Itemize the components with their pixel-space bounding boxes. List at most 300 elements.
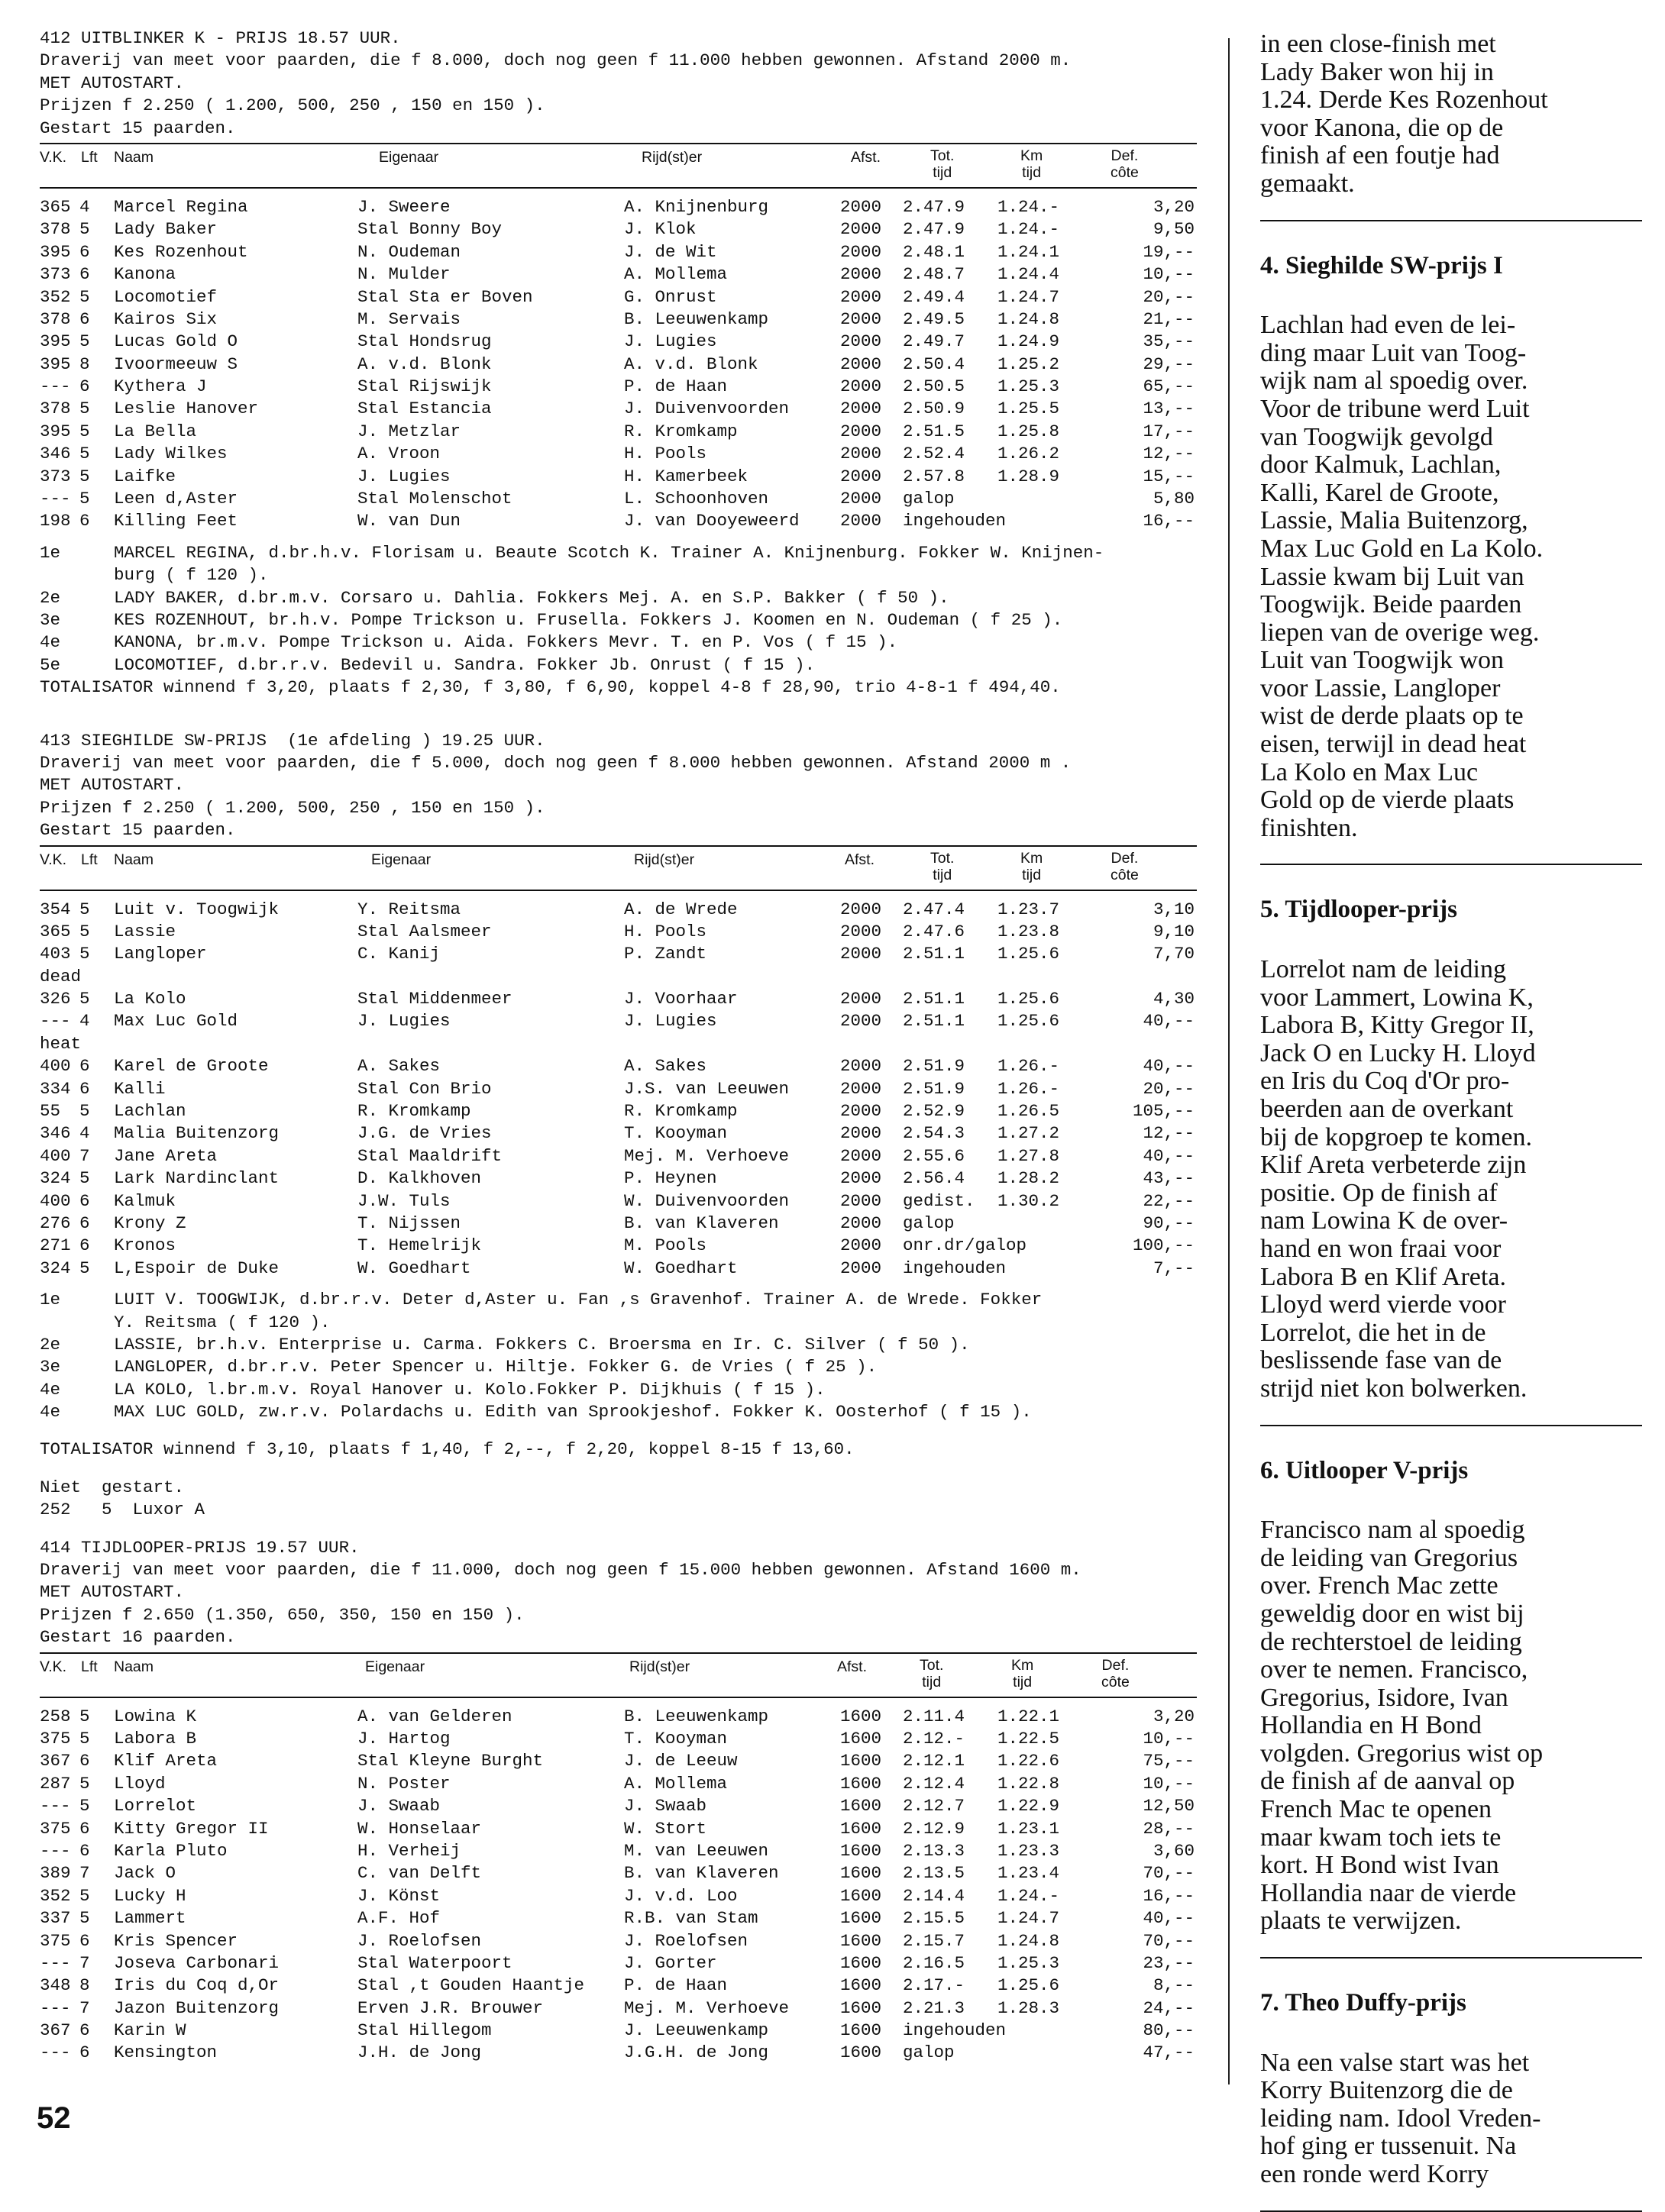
cell-lft: 5: [79, 921, 90, 941]
cell-tijd: 2.12.-: [903, 1729, 965, 1749]
cell-naam: Labora B: [114, 1729, 197, 1749]
cell-afst: 2000: [840, 1056, 882, 1077]
cell-afst: 2000: [840, 899, 882, 919]
race-conditions: Draverij van meet voor paarden, die f 5.000, doch nog geen f 8.000 hebben gewonnen. Afstand 2000 m .: [40, 752, 1072, 773]
placing-rank: 5e: [40, 654, 61, 675]
cell-naam: Jazon Buitenzorg: [114, 1997, 280, 2018]
cell-km: 1.27.8: [997, 1145, 1060, 1166]
cell-vk: 352: [40, 286, 71, 307]
cell-naam: Kris Spencer: [114, 1930, 238, 1951]
cell-rij: M. van Leeuwen: [624, 1840, 769, 1861]
cell-afst: 2000: [840, 1190, 882, 1211]
cell-afst: 2000: [840, 1258, 882, 1278]
cell-naam: Kalli: [114, 1078, 166, 1099]
table-row: [40, 1100, 1201, 1122]
placing-line: [40, 654, 1201, 677]
cell-def: 22,--: [1143, 1190, 1195, 1211]
cell-vk: 198: [40, 511, 71, 531]
cell-lft: 5: [79, 286, 90, 307]
table-row: [40, 1975, 1201, 1997]
table-row: [40, 1862, 1201, 1884]
cell-def: 3,10: [1153, 899, 1195, 919]
race-title: 414 TIJDLOOPER-PRIJS 19.57 UUR.: [40, 1537, 360, 1558]
table-row: [40, 1258, 1201, 1280]
cell-afst: 2000: [840, 241, 882, 262]
cell-afst: 1600: [840, 1975, 882, 1996]
cell-lft: 5: [79, 444, 90, 464]
report-text: Lachlan had even de lei- ding maar Luit van Toog- wijk nam al spoedig over. Voor de tribune werd Luit van Toogwijk gevolgd door Kalmuk, Lachlan, Kalli, Karel de Groote, Lassie, Malia Buitenzorg, Max Luc Gold en La Kolo. Lassie kwam bij Luit van Toogwijk. Beide paarden liepen van de overige weg. Luit van Toogwijk won voor Lassie, Langloper wist de derde plaats op te eisen, terwijl in dead heat La Kolo en Max Luc Gold op de vierde plaats finishten.: [1260, 311, 1544, 842]
cell-naam: Krony Z: [114, 1213, 186, 1233]
col-vk: V.K.: [40, 1658, 67, 1675]
placing-line: [40, 587, 1201, 609]
cell-lft: 7: [79, 1952, 90, 1973]
cell-afst: 1600: [840, 1706, 882, 1726]
cell-def: 40,--: [1143, 1011, 1195, 1032]
cell-vk: 373: [40, 466, 71, 486]
table-row: [40, 241, 1201, 263]
cell-afst: 2000: [840, 331, 882, 352]
placing-line: [40, 609, 1201, 631]
cell-km: 1.25.2: [997, 354, 1060, 374]
cell-def: 12,--: [1143, 444, 1195, 464]
cell-rij: B. van Klaveren: [624, 1213, 779, 1233]
cell-afst: 2000: [840, 511, 882, 531]
cell-vk: 258: [40, 1706, 71, 1726]
cell-afst: 2000: [840, 921, 882, 941]
cell-vk: 55: [40, 1101, 61, 1122]
cell-eig: N. Poster: [357, 1773, 451, 1794]
cell-vk: 346: [40, 1123, 71, 1144]
cell-naam: Ivoormeeuw S: [114, 354, 238, 374]
cell-rij: J. Duivenvoorden: [624, 399, 790, 419]
col-def-cote: Def. côte: [1111, 147, 1139, 181]
table-row: [40, 943, 1201, 965]
cell-afst: 2000: [840, 399, 882, 419]
cell-rij: R. Kromkamp: [624, 1101, 738, 1122]
cell-def: 47,--: [1143, 2042, 1195, 2063]
cell-rij: A. Mollema: [624, 264, 728, 285]
cell-eig: J. Metzlar: [357, 421, 461, 441]
placing-rank: 4e: [40, 1402, 61, 1422]
cell-naam: Lucas Gold O: [114, 331, 238, 352]
cell-rij: P. de Haan: [624, 1975, 728, 1996]
placing-rank: 4e: [40, 1379, 61, 1400]
cell-km: 1.25.5: [997, 399, 1060, 419]
cell-eig: Stal Aalsmeer: [357, 921, 492, 941]
cell-tijd: 2.50.5: [903, 376, 965, 397]
cell-tijd: 2.14.4: [903, 1885, 965, 1906]
cell-afst: 1600: [840, 1885, 882, 1906]
cell-km: 1.24.9: [997, 331, 1060, 352]
cell-tijd: 2.51.9: [903, 1078, 965, 1099]
cell-eig: Stal Middenmeer: [357, 989, 512, 1009]
report-continued: in een close-finish met Lady Baker won hij in 1.24. Derde Kes Rozenhout voor Kanona, die op de finish af een foutje had gemaakt.: [1260, 30, 1548, 198]
cell-rij: R. Kromkamp: [624, 421, 738, 441]
cell-vk: 337: [40, 1908, 71, 1929]
cell-naam: Lachlan: [114, 1101, 186, 1122]
cell-naam: La Kolo: [114, 989, 186, 1009]
cell-afst: 2000: [840, 466, 882, 486]
results-table: [40, 1706, 1201, 2065]
cell-tijd: 2.21.3: [903, 1997, 965, 2018]
cell-km: 1.22.1: [997, 1706, 1060, 1726]
cell-afst: 2000: [840, 444, 882, 464]
placing-text: burg ( f 120 ).: [114, 565, 269, 586]
cell-km: 1.24.-: [997, 219, 1060, 240]
cell-lft: 7: [79, 1997, 90, 2018]
cell-naam: Langloper: [114, 944, 207, 964]
placing-text: MARCEL REGINA, d.br.h.v. Florisam u. Beaute Scotch K. Trainer A. Knijnenburg. Fokker W. Knijnen-: [114, 542, 1104, 563]
cell-rij: W. Goedhart: [624, 1258, 738, 1278]
cell-tijd: 2.55.6: [903, 1145, 965, 1166]
col-rijder: Rijd(st)er: [629, 1658, 690, 1675]
placing-text: LANGLOPER, d.br.r.v. Peter Spencer u. Hiltje. Fokker G. de Vries ( f 25 ).: [114, 1357, 878, 1377]
cell-lft: 6: [79, 241, 90, 262]
cell-eig: J. Lugies: [357, 1011, 451, 1032]
placing-line: [40, 1356, 1201, 1378]
cell-naam: Karla Pluto: [114, 1840, 228, 1861]
cell-km: 1.28.3: [997, 1997, 1060, 2018]
cell-naam: Kitty Gregor II: [114, 1818, 269, 1839]
cell-rij: P. Zandt: [624, 944, 707, 964]
section-divider: [1260, 864, 1642, 865]
cell-lft: 5: [79, 1168, 90, 1189]
col-eigenaar: Eigenaar: [379, 148, 439, 166]
cell-naam: Leen d,Aster: [114, 489, 238, 509]
cell-vk: 287: [40, 1773, 71, 1794]
cell-tijd: 2.49.7: [903, 331, 965, 352]
cell-vk: 375: [40, 1818, 71, 1839]
placing-line: [40, 564, 1201, 586]
cell-afst: 1600: [840, 1840, 882, 1861]
cell-eig: W. van Dun: [357, 511, 461, 531]
report-heading: 4. Sieghilde SW-prijs I: [1260, 251, 1503, 279]
cell-eig: J. Swaab: [357, 1796, 441, 1816]
cell-lft: 5: [79, 1101, 90, 1122]
cell-km: 1.23.8: [997, 921, 1060, 941]
cell-naam: Karel de Groote: [114, 1056, 269, 1077]
cell-eig: Stal Estancia: [357, 399, 492, 419]
cell-lft: 4: [79, 1123, 90, 1144]
report-heading: 6. Uitlooper V-prijs: [1260, 1456, 1469, 1484]
cell-afst: 1600: [840, 1997, 882, 2018]
cell-rij: T. Kooyman: [624, 1729, 728, 1749]
cell-tijd: 2.15.7: [903, 1930, 965, 1951]
cell-km: 1.24.1: [997, 241, 1060, 262]
cell-def: 3,60: [1153, 1840, 1195, 1861]
cell-rij: A. Sakes: [624, 1056, 707, 1077]
cell-vk: 334: [40, 1078, 71, 1099]
cell-tijd: galop: [903, 2042, 955, 2063]
cell-tijd: 2.12.1: [903, 1751, 965, 1771]
cell-rij: J. Voorhaar: [624, 989, 738, 1009]
placing-rank: 4e: [40, 632, 61, 653]
placing-line: [40, 1379, 1201, 1401]
table-row: [40, 1773, 1201, 1795]
cell-def: 75,--: [1143, 1751, 1195, 1771]
cell-vk: dead: [40, 966, 82, 987]
race-intro-414: [40, 1537, 1201, 1649]
cell-tijd: 2.17.-: [903, 1975, 965, 1996]
cell-lft: 5: [79, 219, 90, 240]
race-conditions: Draverij van meet voor paarden, die f 11.000, doch nog geen f 15.000 hebben gewonnen. Afstand 1600 m.: [40, 1560, 1081, 1581]
cell-eig: T. Hemelrijk: [357, 1235, 482, 1256]
cell-eig: J. Könst: [357, 1885, 441, 1906]
cell-eig: Stal Hillegom: [357, 2020, 492, 2041]
cell-rij: A. Mollema: [624, 1773, 728, 1794]
cell-tijd: ingehouden: [903, 511, 1007, 531]
table-row: [40, 1235, 1201, 1257]
cell-vk: ---: [40, 489, 71, 509]
col-tot-tijd: Tot. tijd: [920, 1656, 944, 1690]
cell-naam: Jack O: [114, 1863, 176, 1884]
table-row: [40, 921, 1201, 943]
cell-naam: Kes Rozenhout: [114, 241, 248, 262]
cell-naam: La Bella: [114, 421, 197, 441]
cell-naam: L,Espoir de Duke: [114, 1258, 280, 1278]
table-row: [40, 331, 1201, 353]
cell-rij: A. Knijnenburg: [624, 196, 769, 217]
race-start-type: MET AUTOSTART.: [40, 775, 185, 796]
cell-eig: A. Sakes: [357, 1056, 441, 1077]
cell-lft: 6: [79, 2020, 90, 2041]
cell-tijd: 2.47.4: [903, 899, 965, 919]
cell-afst: 1600: [840, 1930, 882, 1951]
cell-lft: 6: [79, 308, 90, 329]
cell-eig: N. Mulder: [357, 264, 451, 285]
cell-def: 20,--: [1143, 286, 1195, 307]
cell-tijd: gedist.: [903, 1190, 975, 1211]
placing-line: [40, 1312, 1201, 1334]
table-row: [40, 1145, 1201, 1167]
cell-tijd: 2.12.4: [903, 1773, 965, 1794]
table-row: [40, 1122, 1201, 1145]
cell-lft: 5: [79, 489, 90, 509]
placing-line: [40, 1334, 1201, 1356]
cell-vk: ---: [40, 376, 71, 397]
cell-eig: Stal Hondsrug: [357, 331, 492, 352]
placing-rank: 2e: [40, 1334, 61, 1355]
cell-naam: Lucky H: [114, 1885, 186, 1906]
cell-def: 20,--: [1143, 1078, 1195, 1099]
results-table: [40, 899, 1201, 1280]
placing-text: Y. Reitsma ( f 120 ).: [114, 1312, 331, 1332]
cell-eig: A. v.d. Blonk: [357, 354, 492, 374]
cell-eig: M. Servais: [357, 308, 461, 329]
placing-line: [40, 1401, 1201, 1423]
cell-lft: 7: [79, 1145, 90, 1166]
cell-vk: ---: [40, 1796, 71, 1816]
cell-naam: Laifke: [114, 466, 176, 486]
table-row: [40, 1033, 1201, 1055]
cell-km: 1.23.7: [997, 899, 1060, 919]
race-reports-column: [1260, 31, 1642, 2212]
cell-vk: 400: [40, 1056, 71, 1077]
cell-def: 28,--: [1143, 1818, 1195, 1839]
cell-def: 40,--: [1143, 1056, 1195, 1077]
cell-rij: M. Pools: [624, 1235, 707, 1256]
cell-lft: 4: [79, 1011, 90, 1032]
page-number: 52: [37, 2101, 71, 2135]
cell-afst: 1600: [840, 2020, 882, 2041]
table-row: [40, 899, 1201, 921]
cell-km: 1.25.8: [997, 421, 1060, 441]
cell-afst: 2000: [840, 1235, 882, 1256]
col-lft: Lft: [81, 851, 98, 868]
cell-lft: 8: [79, 1975, 90, 1996]
table-row: [40, 1055, 1201, 1077]
cell-tijd: 2.51.1: [903, 944, 965, 964]
table-row: [40, 354, 1201, 376]
cell-tijd: 2.51.1: [903, 1011, 965, 1032]
cell-afst: 2000: [840, 219, 882, 240]
cell-rij: W. Stort: [624, 1818, 707, 1839]
cell-rij: P. de Haan: [624, 376, 728, 397]
cell-tijd: 2.51.9: [903, 1056, 965, 1077]
cell-tijd: 2.11.4: [903, 1706, 965, 1726]
cell-tijd: 2.56.4: [903, 1168, 965, 1189]
section-divider: [1260, 2210, 1642, 2212]
cell-km: 1.28.9: [997, 466, 1060, 486]
col-afst: Afst.: [837, 1658, 868, 1675]
cell-vk: 324: [40, 1168, 71, 1189]
cell-afst: 2000: [840, 989, 882, 1009]
cell-lft: 6: [79, 1213, 90, 1233]
cell-def: 12,--: [1143, 1123, 1195, 1144]
cell-lft: 6: [79, 1056, 90, 1077]
cell-lft: 6: [79, 1818, 90, 1839]
cell-eig: D. Kalkhoven: [357, 1168, 482, 1189]
cell-eig: J. Hartog: [357, 1729, 451, 1749]
cell-km: 1.25.6: [997, 989, 1060, 1009]
cell-rij: J.S. van Leeuwen: [624, 1078, 790, 1099]
report-heading: 5. Tijdlooper-prijs: [1260, 896, 1457, 924]
cell-tijd: 2.57.8: [903, 466, 965, 486]
cell-km: 1.24.4: [997, 264, 1060, 285]
cell-afst: 1600: [840, 1751, 882, 1771]
col-rijder: Rijd(st)er: [642, 148, 703, 166]
table-row: [40, 1952, 1201, 1975]
cell-eig: Stal Kleyne Burght: [357, 1751, 544, 1771]
cell-lft: 6: [79, 511, 90, 531]
table-row: [40, 1706, 1201, 1728]
cell-tijd: 2.47.9: [903, 219, 965, 240]
cell-eig: Stal Waterpoort: [357, 1952, 512, 1973]
cell-vk: 400: [40, 1145, 71, 1166]
race-intro-413: [40, 730, 1201, 842]
cell-afst: 2000: [840, 421, 882, 441]
cell-naam: Marcel Regina: [114, 196, 248, 217]
cell-km: 1.23.1: [997, 1818, 1060, 1839]
cell-km: 1.24.8: [997, 1930, 1060, 1951]
cell-naam: Lassie: [114, 921, 176, 941]
cell-km: 1.24.7: [997, 1908, 1060, 1929]
totalisator: TOTALISATOR winnend f 3,20, plaats f 2,30, f 3,80, f 6,90, koppel 4-8 f 28,90, trio 4-8-1 f 494,40.: [40, 677, 1061, 698]
cell-tijd: 2.13.5: [903, 1863, 965, 1884]
col-def-cote: Def. côte: [1101, 1656, 1130, 1690]
cell-def: 4,30: [1153, 989, 1195, 1009]
cell-naam: Kensington: [114, 2042, 218, 2063]
cell-vk: 326: [40, 989, 71, 1009]
cell-eig: J.G. de Vries: [357, 1123, 492, 1144]
cell-eig: W. Goedhart: [357, 1258, 471, 1278]
cell-naam: Lorrelot: [114, 1796, 197, 1816]
cell-tijd: 2.49.4: [903, 286, 965, 307]
cell-vk: 365: [40, 921, 71, 941]
cell-tijd: ingehouden: [903, 2020, 1007, 2041]
cell-tijd: 2.47.6: [903, 921, 965, 941]
cell-afst: 2000: [840, 264, 882, 285]
placing-rank: 2e: [40, 587, 61, 608]
cell-km: 1.24.-: [997, 196, 1060, 217]
cell-lft: 6: [79, 1930, 90, 1951]
col-tot-tijd: Tot. tijd: [930, 147, 955, 181]
cell-rij: W. Duivenvoorden: [624, 1190, 790, 1211]
cell-rij: J. de Leeuw: [624, 1751, 738, 1771]
cell-vk: 354: [40, 899, 71, 919]
table-row: [40, 1078, 1201, 1100]
cell-def: 5,80: [1153, 489, 1195, 509]
table-row: [40, 1997, 1201, 2020]
cell-km: 1.23.4: [997, 1863, 1060, 1884]
cell-rij: J. Lugies: [624, 331, 717, 352]
race-title: 413 SIEGHILDE SW-PRIJS (1e afdeling ) 19.25 UUR.: [40, 730, 545, 751]
cell-km: 1.26.5: [997, 1101, 1060, 1122]
cell-tijd: galop: [903, 1213, 955, 1233]
col-km-tijd: Km tijd: [1020, 849, 1043, 883]
cell-lft: 5: [79, 1729, 90, 1749]
table-row: [40, 1840, 1201, 1862]
cell-vk: 367: [40, 1751, 71, 1771]
cell-tijd: 2.48.7: [903, 264, 965, 285]
report-text: Lorrelot nam de leiding voor Lammert, Lowina K, Labora B, Kitty Gregor II, Jack O en Lucky H. Lloyd en Iris du Coq d'Or pro- beerden aan de overkant bij de kopgroep te komen. Klif Areta verbeterde zijn positie. Op de finish af nam Lowina K de over- hand en won fraai voor Labora B en Klif Areta. Lloyd werd vierde voor Lorrelot, die het in de beslissende fase van de strijd niet kon bolwerken.: [1260, 955, 1536, 1403]
cell-def: 40,--: [1143, 1145, 1195, 1166]
cell-def: 16,--: [1143, 511, 1195, 531]
cell-def: 105,--: [1132, 1101, 1195, 1122]
cell-def: 100,--: [1132, 1235, 1195, 1256]
cell-def: 9,10: [1153, 921, 1195, 941]
placing-text: KANONA, br.m.v. Pompe Trickson u. Aida. Fokkers Mevr. T. en P. Vos ( f 15 ).: [114, 632, 898, 653]
cell-eig: A.F. Hof: [357, 1908, 441, 1929]
placing-line: [40, 631, 1201, 654]
cell-rij: H. Pools: [624, 921, 707, 941]
cell-km: 1.25.6: [997, 1011, 1060, 1032]
cell-eig: H. Verheij: [357, 1840, 461, 1861]
cell-naam: Kairos Six: [114, 308, 218, 329]
cell-lft: 5: [79, 1773, 90, 1794]
cell-tijd: 2.51.1: [903, 989, 965, 1009]
race-starters: Gestart 15 paarden.: [40, 118, 236, 138]
section-divider: [1260, 1957, 1642, 1959]
cell-km: 1.22.6: [997, 1751, 1060, 1771]
cell-vk: 378: [40, 219, 71, 240]
cell-def: 19,--: [1143, 241, 1195, 262]
cell-eig: Erven J.R. Brouwer: [357, 1997, 544, 2018]
col-eigenaar: Eigenaar: [371, 851, 432, 868]
cell-afst: 2000: [840, 1123, 882, 1144]
cell-def: 70,--: [1143, 1863, 1195, 1884]
cell-rij: J. Roelofsen: [624, 1930, 748, 1951]
table-row: [40, 1750, 1201, 1772]
cell-afst: 1600: [840, 1908, 882, 1929]
cell-def: 21,--: [1143, 308, 1195, 329]
cell-eig: T. Nijssen: [357, 1213, 461, 1233]
cell-km: 1.25.6: [997, 944, 1060, 964]
cell-lft: 5: [79, 989, 90, 1009]
cell-naam: Karin W: [114, 2020, 186, 2041]
cell-def: 10,--: [1143, 1729, 1195, 1749]
cell-naam: Malia Buitenzorg: [114, 1123, 280, 1144]
